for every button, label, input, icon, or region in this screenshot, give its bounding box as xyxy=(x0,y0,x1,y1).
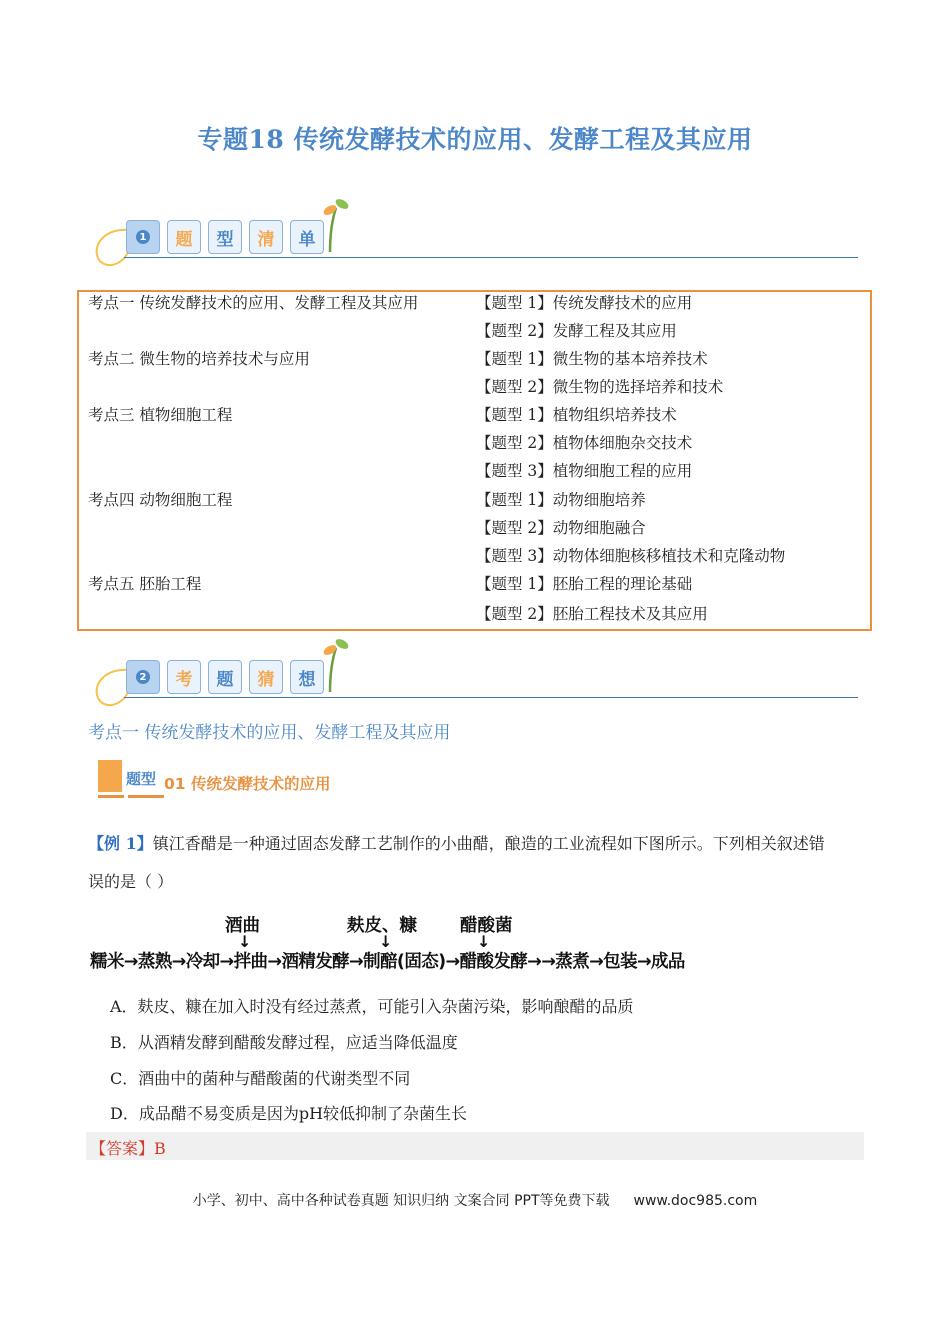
sprout-icon xyxy=(316,634,356,694)
down-arrow-icon: ↓ xyxy=(238,932,252,951)
topic-point: 考点一 传统发酵技术的应用、发酵工程及其应用 xyxy=(88,294,419,312)
question-tag: 【例 1】 xyxy=(88,834,153,853)
down-arrow-icon: ↓ xyxy=(477,932,491,951)
topic-point: 考点三 植物细胞工程 xyxy=(88,406,233,424)
section-banner-list xyxy=(88,190,858,280)
topic-type: 【题型 3】植物细胞工程的应用 xyxy=(476,462,693,480)
banner-char: 考 xyxy=(167,660,201,694)
topic-type: 【题型 1】胚胎工程的理论基础 xyxy=(476,575,693,593)
topic-type: 【题型 2】微生物的选择培养和技术 xyxy=(476,378,724,396)
question-line-2: 误的是（ ） xyxy=(88,872,174,891)
option-d: D．成品醋不易变质是因为pH较低抑制了杂菌生长 xyxy=(110,1104,468,1123)
banner-char: 清 xyxy=(249,220,283,254)
topic-type: 【题型 1】动物细胞培养 xyxy=(476,491,646,509)
topic-type: 【题型 1】微生物的基本培养技术 xyxy=(476,350,708,368)
option-c: C．酒曲中的菌种与醋酸菌的代谢类型不同 xyxy=(110,1069,411,1088)
type-label: 01 传统发酵技术的应用 xyxy=(164,775,331,793)
page-title: 专题18 传统发酵技术的应用、发酵工程及其应用 xyxy=(197,125,753,154)
topic-point: 考点二 微生物的培养技术与应用 xyxy=(88,350,310,368)
option-a: A．麸皮、糠在加入时没有经过蒸煮，可能引入杂菌污染，影响酿醋的品质 xyxy=(110,997,634,1016)
topic-point: 考点五 胚胎工程 xyxy=(88,575,202,593)
down-arrow-icon: ↓ xyxy=(379,932,393,951)
flow-input-label: 酒曲 xyxy=(225,916,260,936)
footer-text: 小学、初中、高中各种试卷真题 知识归纳 文案合同 PPT等免费下载 xyxy=(192,1193,610,1209)
topic-type: 【题型 2】胚胎工程技术及其应用 xyxy=(476,605,708,623)
type-badge-icon xyxy=(98,760,168,802)
topic-type: 【题型 3】动物体细胞核移植技术和克隆动物 xyxy=(476,547,786,565)
topic-list-box xyxy=(77,290,872,631)
banner-number: 1 xyxy=(126,220,160,254)
topic-type: 【题型 1】传统发酵技术的应用 xyxy=(476,294,693,312)
option-b: B．从酒精发酵到醋酸发酵过程，应适当降低温度 xyxy=(110,1033,458,1052)
topic-type: 【题型 2】动物细胞融合 xyxy=(476,519,646,537)
answer-text: 【答案】B xyxy=(90,1139,166,1158)
flow-input-label: 麸皮、糠 xyxy=(347,916,417,936)
banner-char: 题 xyxy=(208,660,242,694)
banner-char: 型 xyxy=(208,220,242,254)
flow-main-line: 糯米→蒸熟→冷却→拌曲→酒精发酵→制醅(固态)→醋酸发酵→→蒸煮→包装→成品 xyxy=(90,952,685,972)
topic-point: 考点四 动物细胞工程 xyxy=(88,491,233,509)
banner-rule xyxy=(124,697,858,698)
process-flow-diagram xyxy=(90,912,770,982)
footer-link[interactable]: www.doc985.com xyxy=(633,1193,758,1209)
banner-char: 想 xyxy=(290,660,324,694)
banner-number: 2 xyxy=(126,660,160,694)
banner-char: 单 xyxy=(290,220,324,254)
type-badge-text: 题型 xyxy=(126,770,157,788)
banner-rule xyxy=(124,257,858,258)
flow-input-label: 醋酸菌 xyxy=(460,916,513,936)
sprout-icon xyxy=(316,194,356,254)
section-banner-guess xyxy=(88,630,858,720)
topic-type: 【题型 2】发酵工程及其应用 xyxy=(476,322,677,340)
question-text: 镇江香醋是一种通过固态发酵工艺制作的小曲醋，酿造的工业流程如下图所示。下列相关叙述错 xyxy=(152,834,825,853)
page-footer xyxy=(0,1190,950,1210)
question-line xyxy=(88,826,864,862)
answer-bar xyxy=(86,1132,864,1160)
banner-char: 猜 xyxy=(249,660,283,694)
section-heading: 考点一 传统发酵技术的应用、发酵工程及其应用 xyxy=(88,723,451,743)
banner-char: 题 xyxy=(167,220,201,254)
topic-type: 【题型 2】植物体细胞杂交技术 xyxy=(476,434,693,452)
topic-type: 【题型 1】植物组织培养技术 xyxy=(476,406,677,424)
